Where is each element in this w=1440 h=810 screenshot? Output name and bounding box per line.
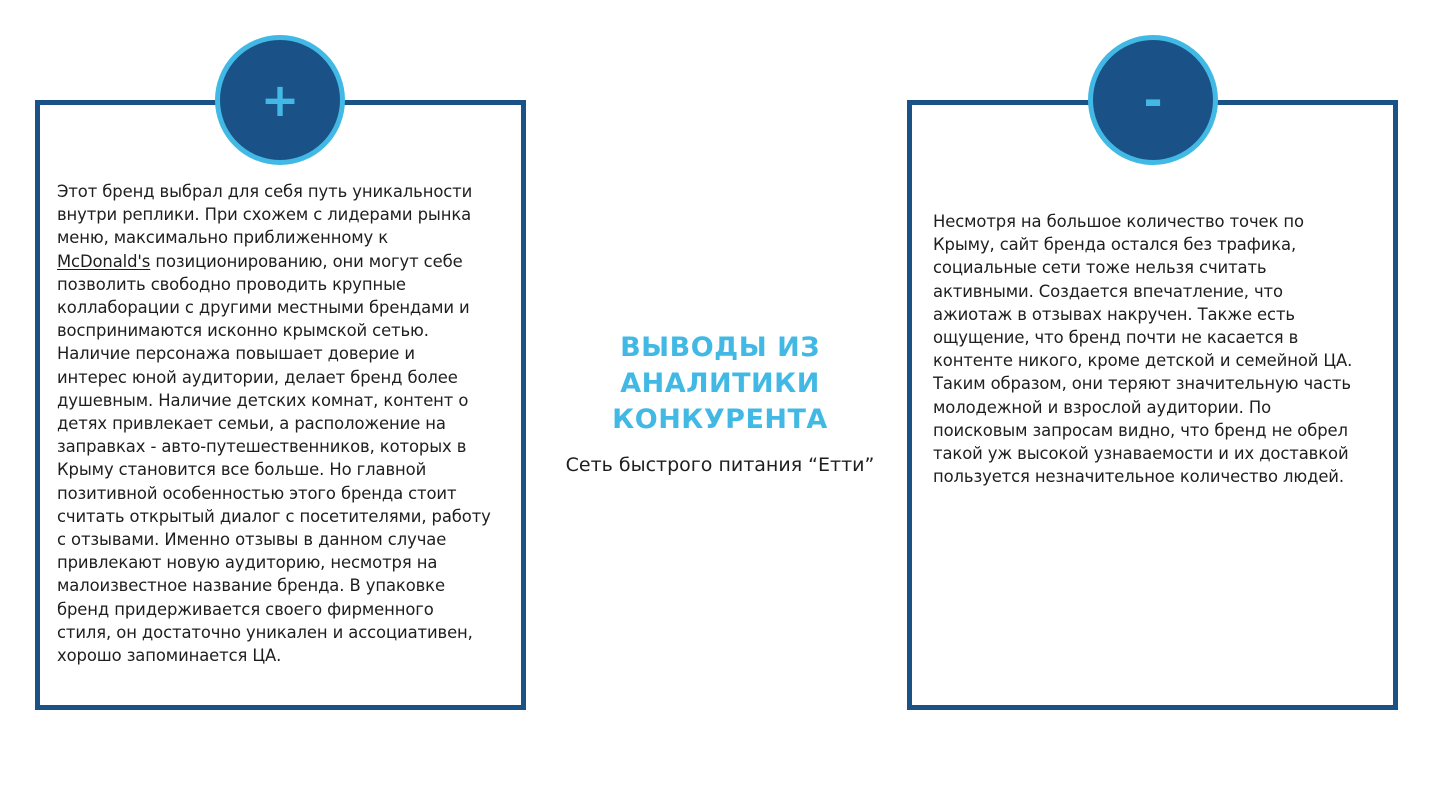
minus-icon bbox=[1088, 35, 1218, 165]
title-line: АНАЛИТИКИ bbox=[620, 368, 820, 399]
pros-line: позволить свободно проводить крупные bbox=[57, 274, 406, 294]
pros-line: заправках - авто-путешественников, которых в bbox=[57, 437, 467, 457]
cons-line: ощущение, что бренд почти не касается в bbox=[933, 328, 1299, 348]
pros-line: бренд придерживается своего фирменного bbox=[57, 599, 434, 619]
page-title bbox=[560, 330, 880, 438]
cons-line: такой уж высокой узнаваемости и их доставкой bbox=[933, 444, 1349, 464]
cons-text bbox=[933, 210, 1383, 488]
pros-line: позитивной особенностью этого бренда стоит bbox=[57, 483, 457, 503]
minus-badge-label: - bbox=[1143, 73, 1163, 127]
pros-line: Этот бренд выбрал для себя путь уникальности bbox=[57, 182, 473, 201]
pros-line: Наличие персонажа повышает доверие и bbox=[57, 344, 415, 364]
cons-line: активными. Создается впечатление, что bbox=[933, 281, 1283, 301]
pros-line: внутри реплики. При схожем с лидерами рынка bbox=[57, 205, 472, 225]
pros-line: малоизвестное название бренда. В упаковке bbox=[57, 576, 445, 596]
cons-line: пользуется незначительное количество людей. bbox=[933, 467, 1344, 487]
cons-line: Несмотря на большое количество точек по bbox=[933, 212, 1304, 231]
title-line: КОНКУРЕНТА bbox=[612, 404, 828, 435]
page-subtitle: Сеть быстрого питания “Етти” bbox=[565, 454, 875, 476]
cons-line: социальные сети тоже нельзя считать bbox=[933, 258, 1267, 278]
pros-line: считать открытый диалог с посетителями, работу bbox=[57, 506, 491, 526]
cons-line: Крыму, сайт бренда остался без трафика, bbox=[933, 235, 1297, 255]
plus-badge-label: + bbox=[260, 73, 300, 127]
pros-line: привлекают новую аудиторию, несмотря на bbox=[57, 553, 438, 573]
pros-link-line bbox=[57, 250, 509, 273]
pros-line: детях привлекает семьи, а расположение на bbox=[57, 414, 446, 434]
cons-line: молодежной и взрослой аудитории. По bbox=[933, 397, 1272, 417]
pros-line: меню, максимально приближенному к bbox=[57, 228, 389, 248]
pros-line: Крыму становится все больше. Но главной bbox=[57, 460, 427, 480]
pros-text bbox=[57, 180, 509, 667]
cons-line: контенте никого, кроме детской и семейной ЦА. bbox=[933, 351, 1353, 371]
pros-line: интерес юной аудитории, делает бренд более bbox=[57, 367, 458, 387]
title-line: ВЫВОДЫ ИЗ bbox=[620, 332, 820, 363]
plus-icon bbox=[215, 35, 345, 165]
cons-line: поисковым запросам видно, что бренд не обрел bbox=[933, 420, 1348, 440]
pros-line: с отзывами. Именно отзывы в данном случае bbox=[57, 530, 447, 550]
mcdonalds-link[interactable]: McDonald's bbox=[57, 251, 151, 271]
cons-line: Таким образом, они теряют значительную часть bbox=[933, 374, 1351, 394]
pros-line: стиля, он достаточно уникален и ассоциативен, bbox=[57, 622, 473, 642]
pros-link-line-rest: позиционированию, они могут себе bbox=[150, 251, 463, 271]
pros-line: душевным. Наличие детских комнат, контент о bbox=[57, 390, 469, 410]
pros-line: воспринимаются исконно крымской сетью. bbox=[57, 321, 429, 341]
cons-line: ажиотаж в отзывах накручен. Также есть bbox=[933, 304, 1295, 324]
pros-line: хорошо запоминается ЦА. bbox=[57, 646, 282, 666]
pros-line: коллаборации с другими местными брендами и bbox=[57, 298, 470, 318]
